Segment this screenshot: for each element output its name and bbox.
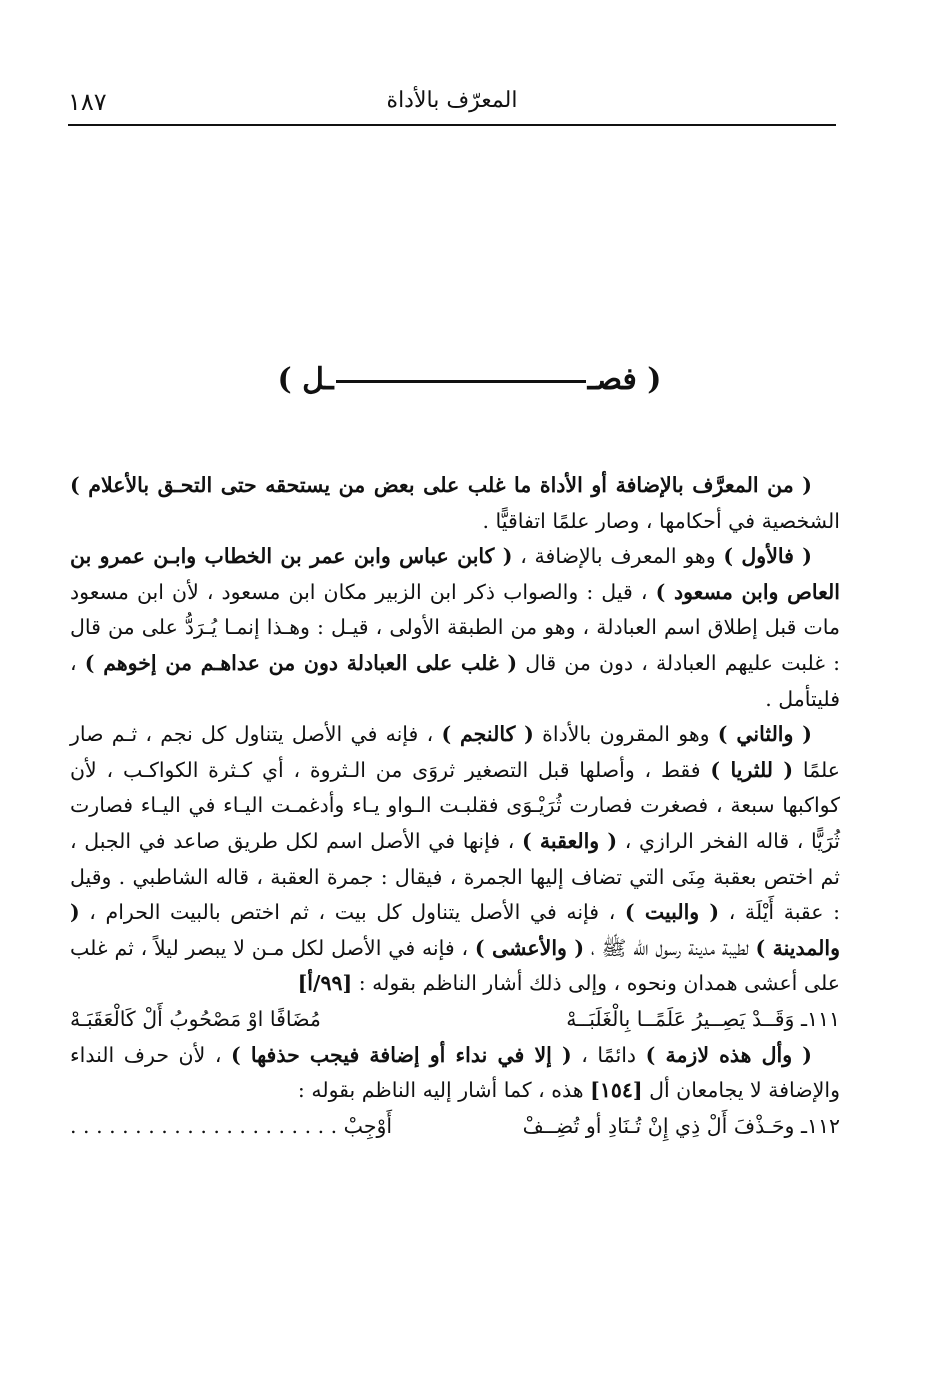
- text-run: ، فإنه في الأصل لكل مـن لا يبصر ليلاً ، ثم غلب على أعشى همدان ونحوه ، وإلى ذلك أشار الناظم بقوله :: [70, 935, 840, 996]
- text-run: ، قيل : والصواب ذكر ابن الزبير مكان ابن مسعود ، لأن ابن مسعود مات قبل إطلاق اسم العبادلة ، وهو من الطبقة الأولى ، قيـل : وهـذا إنمـا يُـرَدُّ على من قال : غلبت عليهم العبادلة ، دون من قال: [70, 579, 840, 675]
- section-title-paren-open: (: [647, 362, 662, 397]
- running-title: المعرّف بالأداة: [386, 88, 518, 113]
- page-number: ١٨٧: [68, 88, 107, 116]
- paragraph-4: [70, 1038, 840, 1109]
- section-title-word-end: ـل: [302, 362, 334, 397]
- folio-marker: [٩٩/أ]: [297, 971, 353, 996]
- verse-hemistich-second: مُضَافًا اوْ مَصْحُوبُ أَلْ كَالْعَقَبَـهْ: [70, 1006, 321, 1031]
- bold-phrase: ( فالأول ): [723, 544, 812, 569]
- text-run: ، فإنها في الأصل اسم لكل طريق صاعد في الجبل ، ثم اختص بعقبة مِنَى التي تضاف إليها الجمرة ، فيقال : جمرة العقبة ، قاله الشاطبي . وقيل : عقبة أَيْلَة ،: [70, 828, 840, 925]
- bold-phrase: ( غلب على العبادلة دون من عداهـم من إخوهم ): [84, 650, 518, 675]
- bold-phrase: ( من المعرَّف بالإضافة أو الأداة ما غلب على بعض من يستحقه حتى التحـق بالأعلام ): [70, 473, 812, 497]
- section-title-paren-close: ): [277, 362, 292, 397]
- text-run: لطيبة مدينة رسول الله ﷺ ،: [584, 935, 756, 960]
- main-text: [70, 468, 840, 1144]
- bold-phrase: ( للثريا ): [710, 757, 794, 782]
- bold-phrase: ( والعقبة ): [522, 828, 618, 853]
- bold-phrase: ( إلا في نداء أو إضافة فيجب حذفها ): [230, 1042, 572, 1067]
- text-run: ، لأن حرف النداء والإضافة لا يجامعان أل: [70, 1042, 840, 1103]
- text-run: الشخصية في أحكامها ، وصار علمًا اتفاقيًّا .: [482, 508, 840, 533]
- text-run: دائمًا ،: [571, 1042, 646, 1067]
- bold-phrase: ( والبيت ): [624, 900, 720, 925]
- verse-111: [70, 1002, 840, 1038]
- text-run: وهو المعرف بالإضافة ،: [512, 544, 724, 569]
- bold-phrase: ( والثاني ): [717, 722, 812, 747]
- bold-phrase: ( كالنجم ): [441, 722, 534, 747]
- verse-hemistich-second: أَوْجِبْ . . . . . . . . . . . . . . . . . . . . .: [70, 1113, 393, 1138]
- verse-hemistich-first: ١١٢ـ وحَـذْفَ أَلْ ذِي إِنْ تُـنَادِ أو تُضِــفْ: [522, 1113, 840, 1138]
- bold-phrase: ( كابن عباس وابن عمر بن الخطاب وابـن عمرو بن العاص وابن مسعود ): [70, 544, 840, 604]
- paragraph-3: [70, 717, 840, 1002]
- folio-marker: [١٥٤]: [590, 1078, 643, 1103]
- bold-phrase: ( وأل هذه لازمة ): [645, 1042, 812, 1067]
- verse-112: [70, 1109, 840, 1145]
- section-title-word-start: فصـ: [587, 362, 637, 397]
- page-header: [68, 84, 836, 126]
- text-run: ، فليتأمل .: [70, 650, 840, 711]
- section-title-kashida-line: [336, 380, 586, 383]
- bold-phrase: ( والأعشى ): [474, 935, 585, 960]
- paragraph-1: [70, 468, 840, 539]
- paragraph-2: [70, 539, 840, 717]
- text-run: هذه ، كما أشار إليه الناظم بقوله :: [297, 1078, 591, 1103]
- text-run: ، فإنه في الأصل يتناول كل نجم ، ثـم صار علمًا: [70, 722, 840, 782]
- verse-hemistich-first: ١١١ـ وَقَــدْ يَصِــيرُ عَلَمًــا بِالْغَلَبَــهْ: [566, 1006, 840, 1031]
- section-title: [200, 362, 739, 397]
- text-run: وهو المقرون بالأداة: [533, 722, 718, 747]
- bold-phrase: ( والمدينة ): [70, 900, 840, 960]
- text-run: ، فإنه في الأصل يتناول كل بيت ، ثم اختص بالبيت الحرام ،: [79, 900, 625, 925]
- text-run: فقط ، وأصلها قبل التصغير ثروَى من الـثروة ، أي كـثرة الكواكـب ، لأن كواكبها سبعة ، فصغرت فصارت ثُرَيْـوَى فقلبـت الـواو يـاء وأدغمـت اليـاء في اليـاء فصارت ثُرَيًّا ، قاله الفخر الرازي ،: [70, 757, 840, 853]
